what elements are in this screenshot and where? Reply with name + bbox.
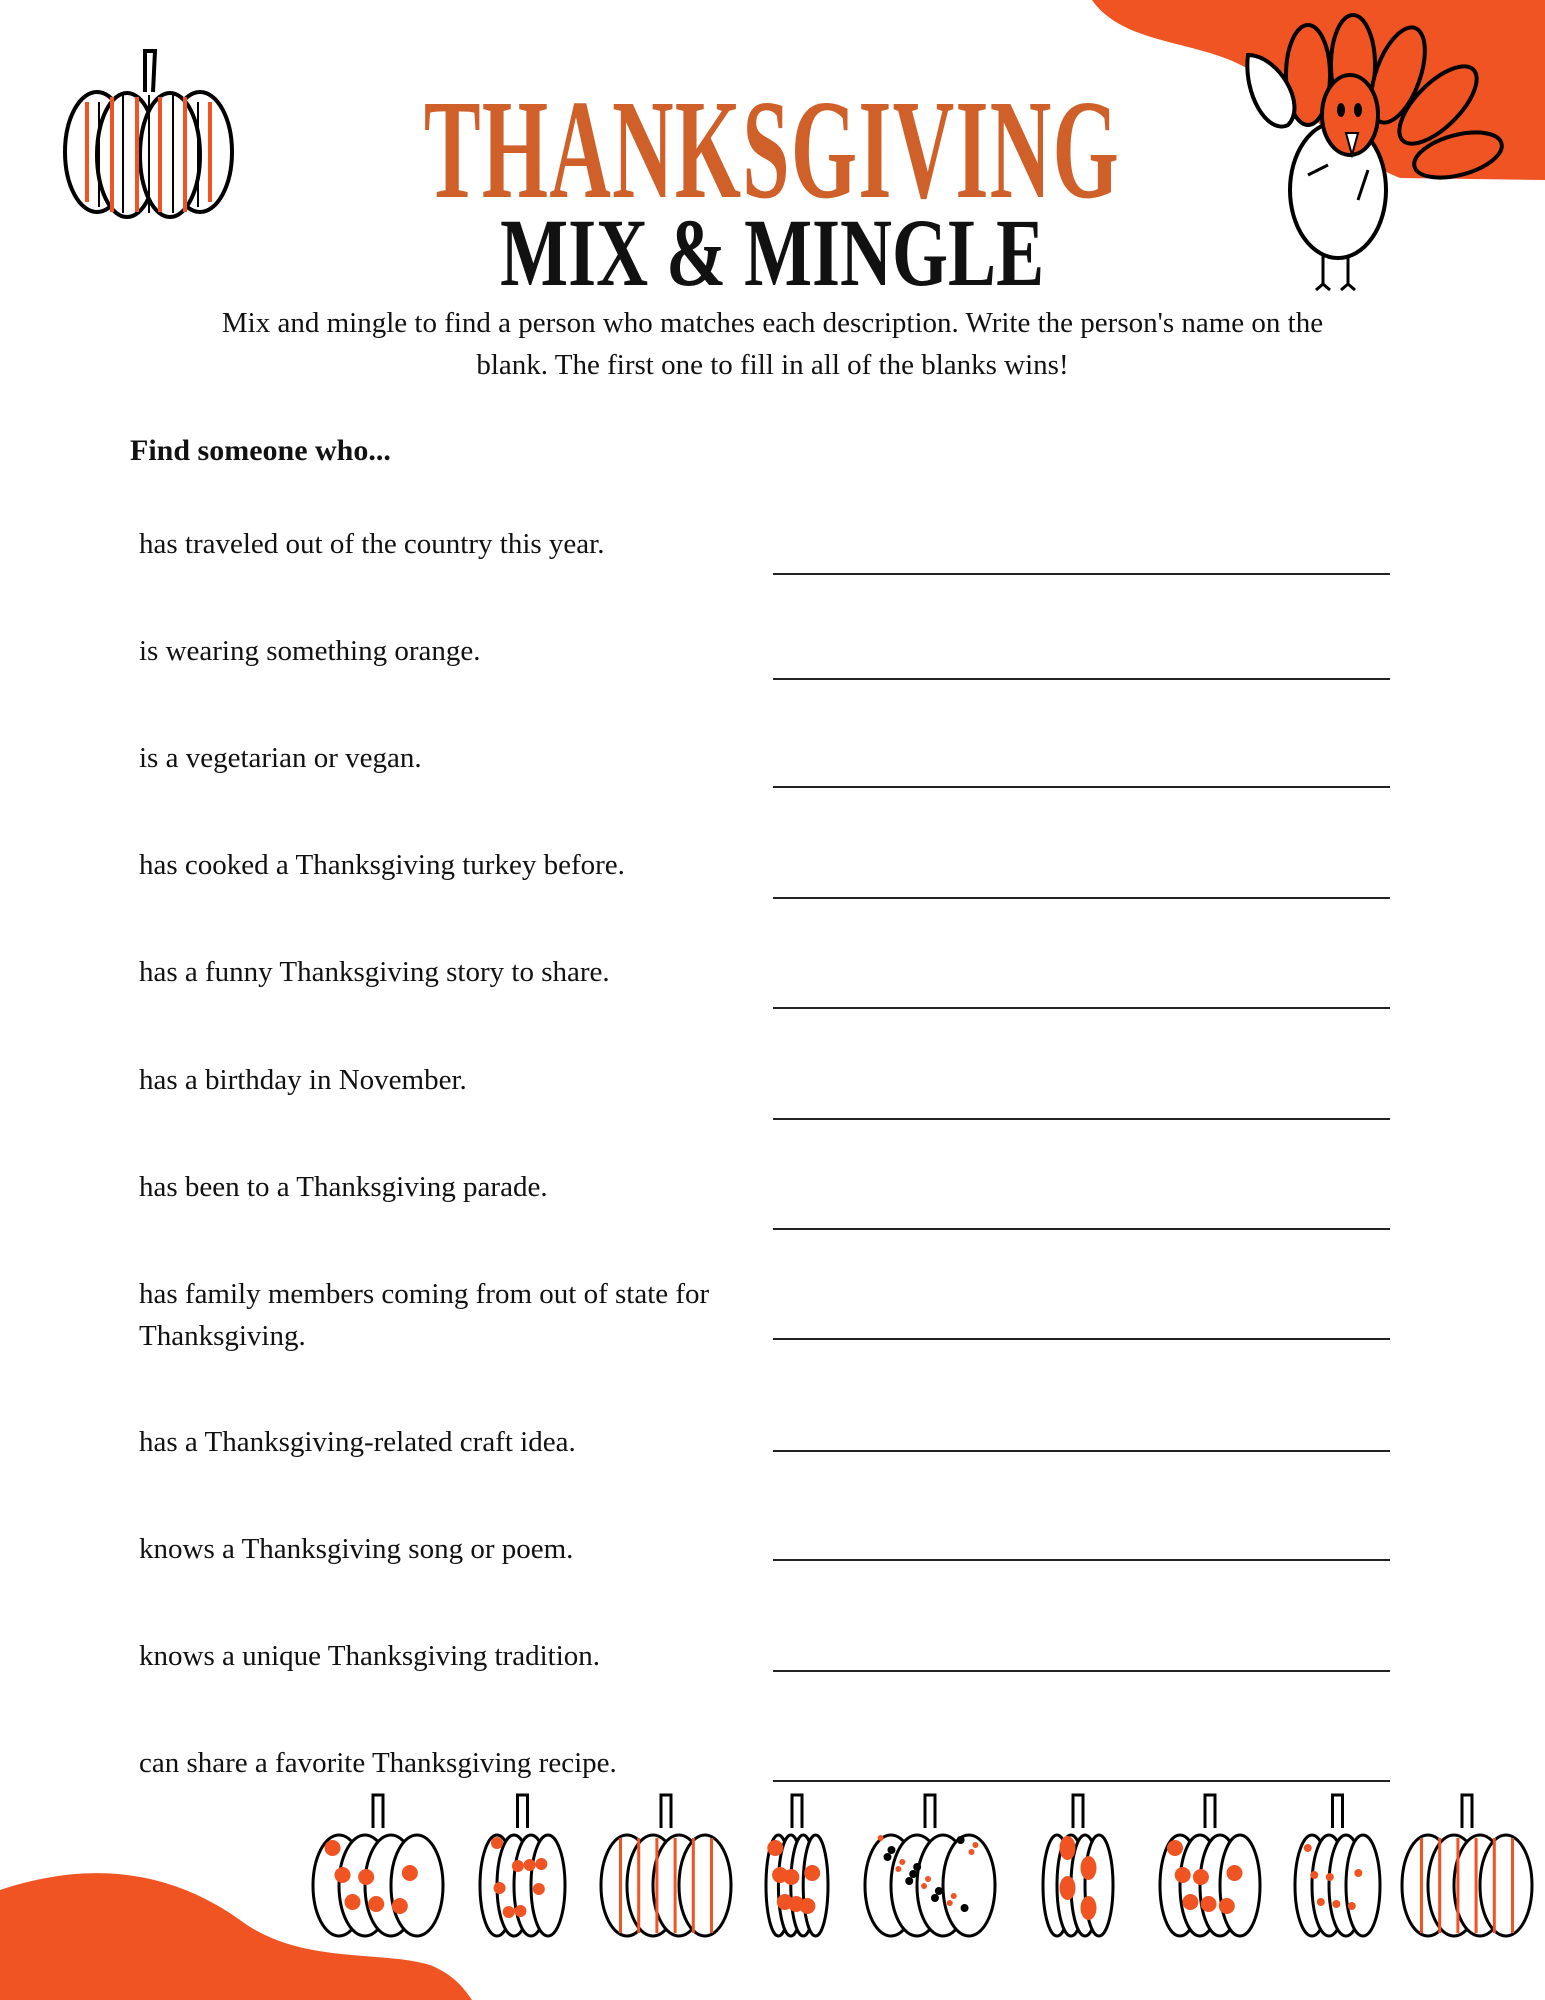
pumpkin-icon (865, 1793, 995, 1928)
pumpkin-icon (313, 1793, 443, 1928)
pumpkin-icon (57, 47, 240, 217)
page-title: THANKSGIVING (423, 70, 1120, 228)
item-text: has been to a Thanksgiving parade. (139, 1171, 548, 1203)
name-blank-line[interactable] (773, 1780, 1390, 1782)
name-blank-line[interactable] (773, 1670, 1390, 1672)
item-text: has a funny Thanksgiving story to share. (139, 956, 610, 988)
name-blank-line[interactable] (773, 786, 1390, 788)
item-text: knows a unique Thanksgiving tradition. (139, 1640, 600, 1672)
name-blank-line[interactable] (773, 678, 1390, 680)
name-blank-line[interactable] (773, 897, 1390, 899)
item-text: has family members coming from out of state for Thanksgiving. (139, 1278, 710, 1352)
prompt-heading: Find someone who... (130, 434, 391, 467)
name-blank-line[interactable] (773, 1007, 1390, 1009)
pumpkin-icon (480, 1793, 565, 1928)
page-subtitle: MIX & MINGLE (500, 199, 1045, 306)
item-text: has a Thanksgiving-related craft idea. (139, 1426, 576, 1458)
pumpkin-icon (1043, 1793, 1113, 1928)
name-blank-line[interactable] (773, 1118, 1390, 1120)
name-blank-line[interactable] (773, 573, 1390, 575)
item-text: has a birthday in November. (139, 1064, 467, 1096)
name-blank-line[interactable] (773, 1338, 1390, 1340)
item-text: is wearing something orange. (139, 635, 481, 667)
pumpkin-icon (766, 1793, 828, 1928)
name-blank-line[interactable] (773, 1228, 1390, 1230)
pumpkin-icon (601, 1793, 731, 1928)
pumpkin-icon (1295, 1793, 1380, 1928)
pumpkin-icon (1402, 1793, 1532, 1928)
instructions: Mix and mingle to find a person who matches each description. Write the person's name on the blank. The first one to fill in all of the blanks wins! (221, 307, 1324, 381)
item-text: knows a Thanksgiving song or poem. (139, 1533, 574, 1565)
item-text: has traveled out of the country this year. (139, 528, 605, 560)
item-text: is a vegetarian or vegan. (139, 742, 422, 774)
item-text: can share a favorite Thanksgiving recipe. (139, 1747, 617, 1779)
pumpkin-icon (1160, 1793, 1260, 1928)
name-blank-line[interactable] (773, 1450, 1390, 1452)
item-text: has cooked a Thanksgiving turkey before. (139, 849, 625, 881)
name-blank-line[interactable] (773, 1559, 1390, 1561)
